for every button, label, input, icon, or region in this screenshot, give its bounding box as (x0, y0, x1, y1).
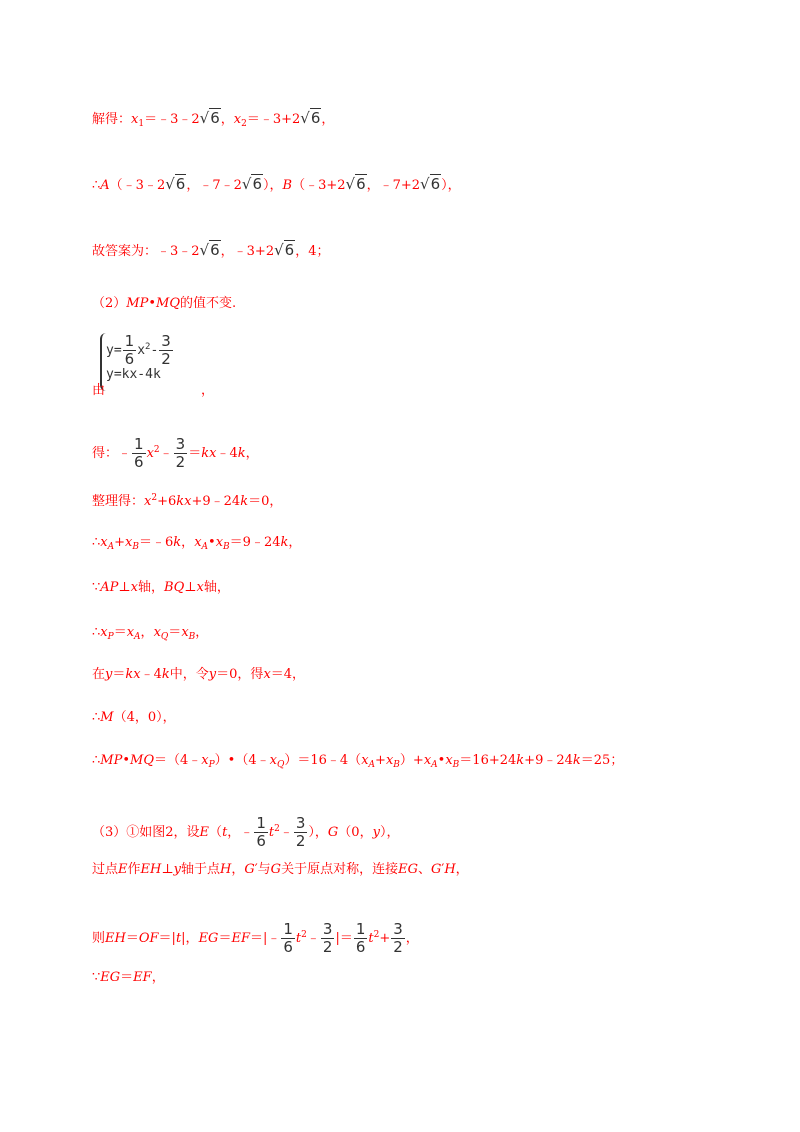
line-eg-ef: ∵EG＝EF， (92, 970, 165, 985)
system-line-2: y=kx-4k (106, 367, 161, 382)
line-construct: 过点E作EH⊥y轴于点H，G′与G关于原点对称，连接EG、G′H， (92, 862, 469, 877)
line-perp: ∵AP⊥x轴，BQ⊥x轴， (92, 580, 230, 595)
line-part2: （2）MP•MQ的值不变. (92, 296, 237, 311)
line-answer: 故答案为：﹣3﹣2√6，﹣3+2√6，4； (92, 241, 330, 259)
line-part3: （3）①如图2，设E（t，﹣ $\frac{1}{6}$ $t^2﹣$ $\frac{3}{2}$ ），G（0，y）， (92, 814, 400, 850)
line-simplify: 整理得：$x^2+6kx+9﹣24k=0$， (92, 493, 283, 509)
line-from: 由 ， (92, 383, 215, 398)
line-xp: $\therefore x_P=x_A$，$x_Q=x_B$， (92, 625, 209, 642)
line-points-ab: ∴A（﹣3﹣2√6，﹣7﹣2√6），B（﹣3+2√6，﹣7+2√6）， (92, 175, 461, 193)
line-get: 得：﹣ $\frac{1}{6}$ $x^2﹣$ $\frac{3}{2}$ ＝kx﹣4k， (92, 435, 259, 471)
from-label: 由 (92, 383, 106, 398)
line-m: ∴M（4，0）， (92, 710, 176, 725)
equation-system: y= $\frac{1}{6}$ $x^2-$ $\frac{3}{2}$ y=kx-4k (106, 333, 174, 382)
line-vieta: $\therefore x_A+x_B=﹣6k$，$x_A•x_B=9﹣24k$， (92, 535, 302, 552)
line-mpmq: $\therefore MP•MQ=(4﹣x_P)•(4﹣x_Q)=16﹣4(x_A+x_B)+x_A•x_B=16+24k+9﹣24k=25$； (92, 753, 624, 770)
line-eh: 则EH＝OF＝|t|，EG＝EF＝|﹣ $\frac{1}{6}$ $t^2﹣$ $\frac{3}{2}$ |＝ $\frac{1}{6}$ $t^2+$ $\frac{3}{2}$ ， (92, 920, 419, 956)
line-solve-x: 解得：$x_1=﹣3﹣2√6$，$x_2=﹣3+2√6$， (92, 109, 335, 129)
line-in-y: 在y＝kx﹣4k中，令y＝0，得x＝4， (92, 667, 306, 682)
